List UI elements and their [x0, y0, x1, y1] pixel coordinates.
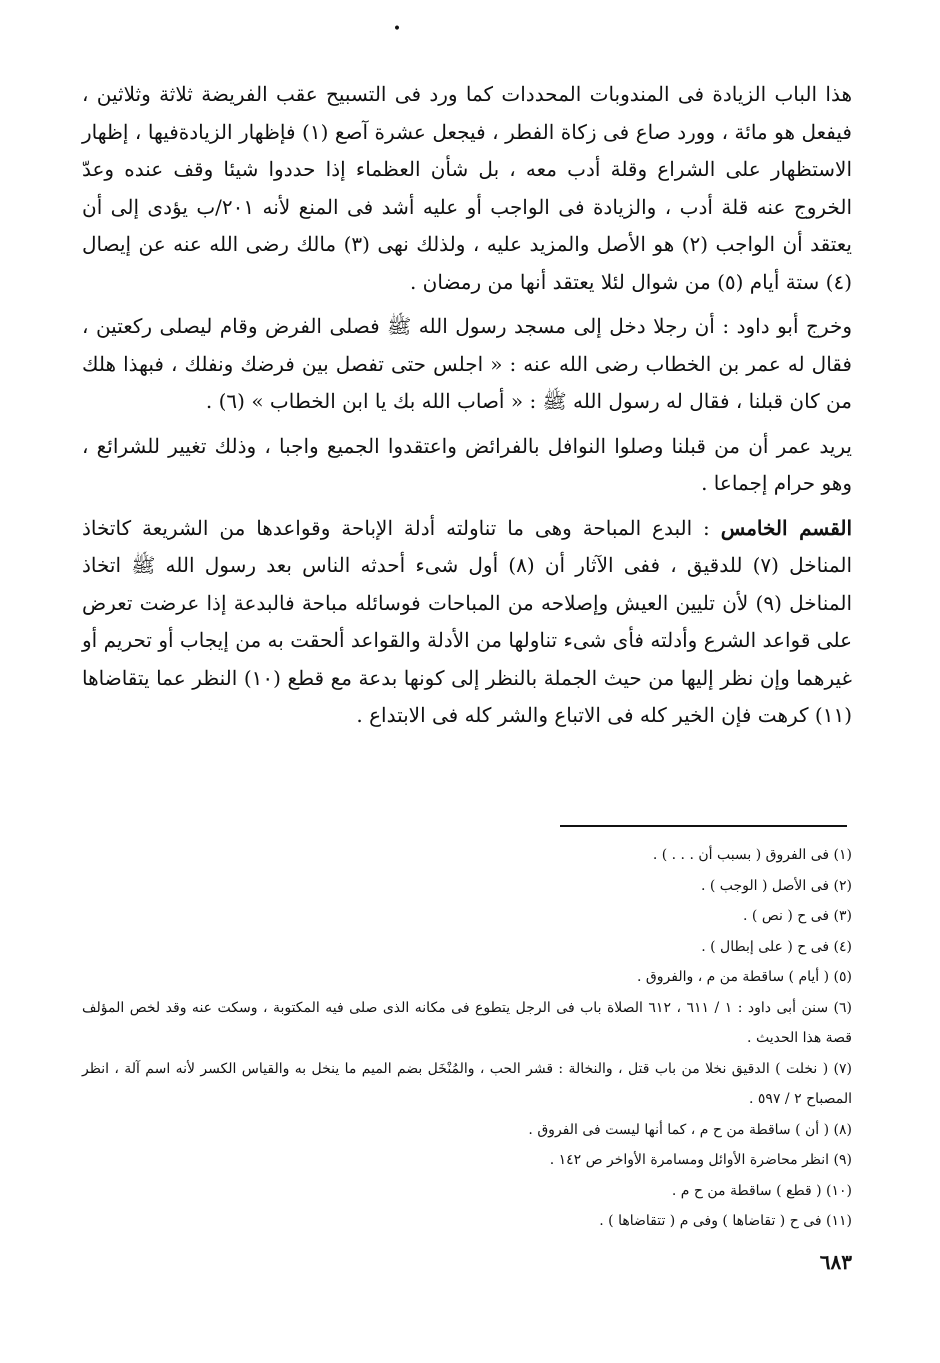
- footnote-5: (٥) ( أيام ) ساقطة من م ، والفروق .: [637, 969, 852, 985]
- main-text: [82, 76, 852, 735]
- paragraph-text: هذا الباب الزيادة فى المندوبات المحددات كما ورد فى التسبيح عقب الفريضة ثلاثة وثلاثين ، فيفعل هو مائة ، وورد صاع فى زكاة الفطر ، فيجعل عشرة آصع (١) فإظهار الزيادةفيها ، إظهار الاستظهار على الشراع وقلة أدب معه ، بل شأن العظماء إذا حددوا شيئا وقف عنده وعدّ الخروج عنه قلة أدب ، والزيادة فى الواجب أو عليه أشد فى المنع لأنه ٢٠١/ب يؤدى إلى أن يعتقد أن الواجب (٢) هو الأصل والمزيد عليه ، ولذلك نهى (٣) مالك رضى الله عنه عن إيصال (٤) ستة أيام (٥) من شوال لئلا يعتقد أنها من رمضان .: [82, 82, 853, 294]
- footnote-8: (٨) ( أن ) ساقطة من ح م ، كما أنها ليست فى الفروق .: [528, 1121, 852, 1138]
- footnote-7: (٧) ( نخلت ) الدقيق نخلا من باب قتل ، والنخالة : قشر الحب ، والمُنْخَل بضم الميم ما ينخل به والقياس الكسر لأنه اسم آلة ، انظر المصباح ٢ / ٥٩٧ .: [82, 1060, 852, 1107]
- footnote-3: (٣) فى ح ( نص ) .: [743, 908, 852, 924]
- footnote-6: (٦) سنن أبى داود : ١ / ٦١١ ، ٦١٢ الصلاة باب فى الرجل يتطوع فى مكانه الذى صلى فيه المكتوبة ، وسكت عنه وقد لخص المؤلف قصة هذا الحديث .: [82, 999, 852, 1046]
- footnote-11: (١١) فى ح ( تقاضاها ) وفى م ( تتقاضاها ) .: [599, 1213, 852, 1229]
- paragraph-2: [82, 308, 852, 421]
- paragraph-text: : البدع المباحة وهى ما تناولته أدلة الإباحة وقواعدها من الشريعة كاتخاذ المناخل (٧) للدقيق ، ففى الآثار أن (٨) أول شىء أحدثه الناس بعد رسول الله ﷺ اتخاذ المناخل (٩) لأن تليين العيش وإصلاحه من المباحات فوسائله مباحة فالبدعة إذا عرضت تعرض على قواعد الشرع وأدلته فأى شىء تناولها من الأدلة والقواعد ألحقت به من إيجاب أو تحريم أو غيرهما وإن نظر إليها من حيث الجملة بالنظر إلى كونها بدعة مع قطع (١٠) النظر عما يتقاضاها (١١) كرهت فإن الخير كله فى الاتباع والشر كله فى الابتداع .: [82, 515, 852, 727]
- paragraph-3: [82, 428, 852, 503]
- section-heading: القسم الخامس: [720, 515, 852, 540]
- page-number: ٦٨٣: [819, 1250, 852, 1274]
- paragraph-text: يريد عمر أن من قبلنا وصلوا النوافل بالفرائض واعتقدوا الجميع واجبا ، وذلك تغيير للشرائع ، وهو حرام إجماعا .: [82, 433, 852, 495]
- paragraph-1: [82, 76, 852, 301]
- footnote-1: (١) فى الفروق ( بسبب أن . . . ) .: [652, 847, 852, 863]
- footnote-2: (٢) فى الأصل ( الوجب ) .: [700, 877, 852, 894]
- paragraph-text: وخرج أبو داود : أن رجلا دخل إلى مسجد رسول الله ﷺ فصلى الفرض وقام ليصلى ركعتين ، فقال له عمر بن الخطاب رضى الله عنه : « اجلس حتى تفصل بين فرضك ونفلك ، فبهذا هلك من كان قبلنا ، فقال له رسول الله ﷺ : « أصاب الله بك يا ابن الخطاب » (٦) .: [82, 314, 852, 413]
- footnote-divider: [560, 825, 847, 827]
- footnote-9: (٩) انظر محاضرة الأوائل ومسامرة الأواخر ص ١٤٢ .: [549, 1152, 852, 1168]
- footnotes-list: [82, 840, 852, 1237]
- footnote-10: (١٠) ( قطع ) ساقطة من ح م .: [671, 1182, 852, 1199]
- footnote-4: (٤) فى ح ( على إبطال ) .: [701, 938, 852, 955]
- paragraph-4: [82, 510, 852, 735]
- top-dot-mark: •: [392, 21, 402, 37]
